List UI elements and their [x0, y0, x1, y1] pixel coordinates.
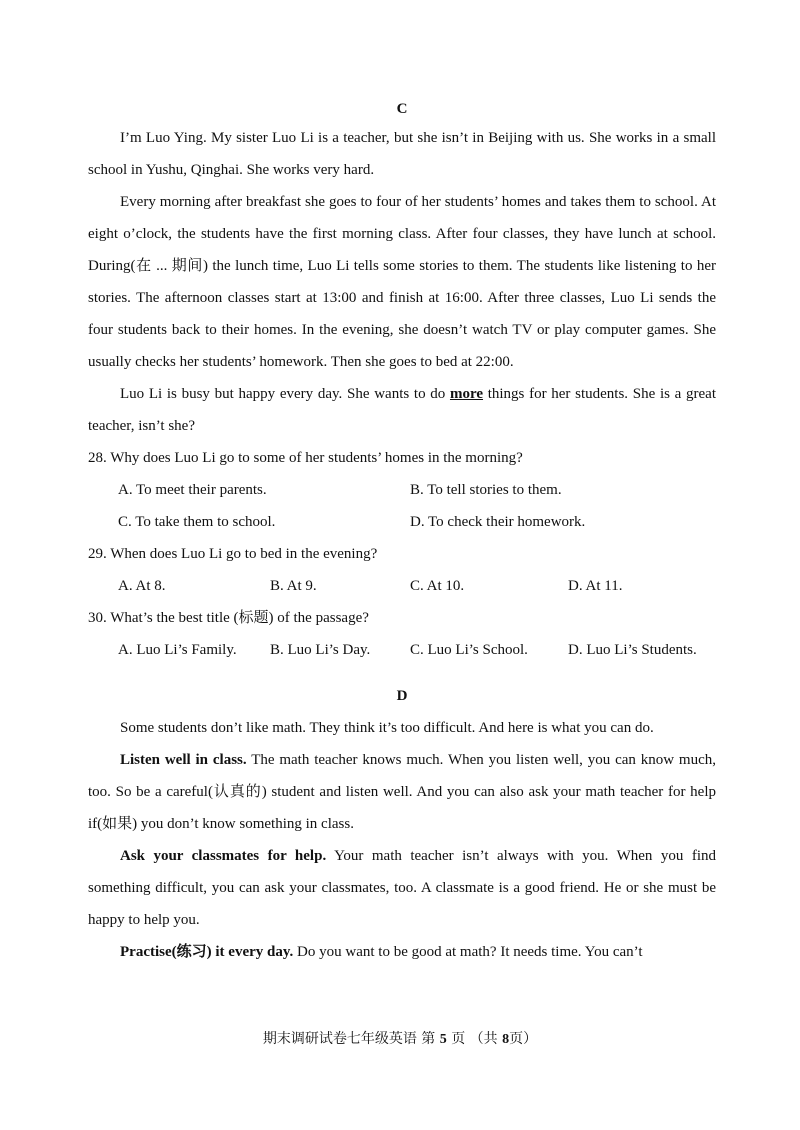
- exam-page: [88, 96, 716, 968]
- option-a: A. At 8.: [118, 578, 166, 594]
- footer-page-number: 5: [439, 1032, 447, 1047]
- option-a: A. To meet their parents.: [118, 482, 267, 498]
- section-d-paragraph-3: [88, 840, 716, 936]
- option-c: C. Luo Li’s School.: [410, 642, 528, 658]
- tip-text-practise: Do you want to be good at math? It needs time. You can’t: [293, 944, 643, 960]
- section-d-paragraph-2: [88, 744, 716, 840]
- footer-prefix: 期末调研试卷七年级英语 第: [262, 1031, 440, 1047]
- question-30: 30. What’s the best title (标题) of the passage?: [88, 610, 369, 626]
- tip-heading-listen: Listen well in class.: [120, 752, 247, 768]
- footer-suffix: 页）: [509, 1031, 538, 1047]
- section-c-paragraph-3: [88, 378, 716, 442]
- question-29: 29. When does Luo Li go to bed in the evening?: [88, 546, 378, 562]
- option-c: C. To take them to school.: [118, 514, 276, 530]
- question-29-options: [118, 570, 716, 602]
- section-d-paragraph-4: [88, 936, 716, 968]
- tip-heading-practise: Practise(练习) it every day.: [120, 944, 294, 960]
- section-d-heading: D: [396, 688, 408, 704]
- question-30-options: [118, 634, 716, 666]
- section-c-heading: C: [396, 101, 408, 117]
- option-d: D. Luo Li’s Students.: [568, 642, 697, 658]
- underlined-word: more: [449, 386, 484, 402]
- footer-total-pages: 8: [502, 1032, 510, 1047]
- option-d: D. At 11.: [568, 578, 623, 594]
- tip-text-ask: Your math teacher isn’t always with you. When you find something difficult, you can ask your classmates, too. A classmate is a good friend. He or she must be happy to help you.: [88, 848, 716, 928]
- question-28-options: [118, 474, 716, 538]
- option-b: B. To tell stories to them.: [410, 482, 562, 498]
- paragraph-3-text-before: Luo Li is busy but happy every day. She wants to do: [120, 386, 450, 402]
- section-c-paragraph-1: I’m Luo Ying. My sister Luo Li is a teacher, but she isn’t in Beijing with us. She works in a small school in Yushu, Qinghai. She works very hard.: [88, 130, 716, 178]
- option-d: D. To check their homework.: [410, 514, 586, 530]
- page-footer: [0, 1028, 800, 1048]
- option-b: B. At 9.: [270, 578, 317, 594]
- footer-middle: 页 （共: [446, 1031, 503, 1047]
- option-c: C. At 10.: [410, 578, 465, 594]
- tip-text-listen: The math teacher knows much. When you listen well, you can know much, too. So be a careful(认真的) student and listen well. And you can also ask your math teacher for help if(如果) you don’t know something in class.: [88, 752, 717, 832]
- option-b: B. Luo Li’s Day.: [270, 642, 371, 658]
- section-d-paragraph-1: Some students don’t like math. They think it’s too difficult. And here is what you can do.: [120, 720, 654, 736]
- question-28: 28. Why does Luo Li go to some of her students’ homes in the morning?: [88, 450, 523, 466]
- section-c-paragraph-2: Every morning after breakfast she goes to four of her students’ homes and takes them to school. At eight o’clock, the students have the first morning class. After four classes, they have lunch at school. During(在 ... 期间) the lunch time, Luo Li tells some stories to them. The students like listening to her stories. The afternoon classes start at 13:00 and finish at 16:00. After three classes, Luo Li sends the four students back to their homes. In the evening, she doesn’t watch TV or play computer games. She usually checks her students’ homework. Then she goes to bed at 22:00.: [88, 194, 716, 370]
- tip-heading-ask: Ask your classmates for help.: [120, 848, 327, 864]
- paragraph-3-text-after: things for her students. She is a great teacher, isn’t she?: [88, 386, 716, 434]
- option-a: A. Luo Li’s Family.: [118, 642, 237, 658]
